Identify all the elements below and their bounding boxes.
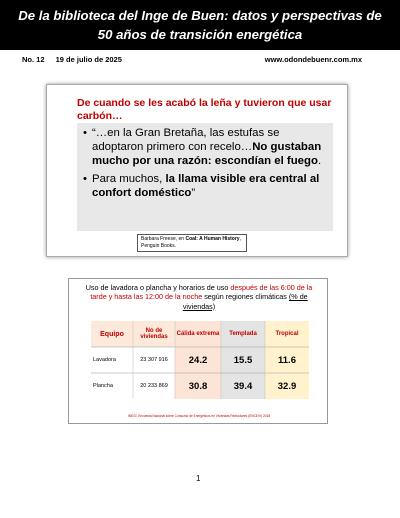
title-red: después de las 6:00 de la tarde y hasta las 12:00 de la noche — [90, 283, 313, 302]
cell-tropical-lavadora: 11.6 — [265, 347, 309, 373]
issue-meta — [22, 55, 131, 64]
newsletter-header — [0, 0, 400, 50]
column-header-equipo: Equipo — [91, 321, 133, 347]
column-header-tropical: Tropical — [265, 321, 309, 347]
header-title-line1: De la biblioteca del Inge de Buen: datos y perspectivas de — [18, 8, 382, 23]
bullet1-end: . — [317, 155, 322, 168]
quote-slide-title: De cuando se les acabó la leña y tuvieron que usar carbón… — [77, 97, 332, 122]
column-header-calida: Cálida extrema — [175, 321, 221, 347]
cell-templada-lavadora: 15.5 — [221, 347, 265, 373]
cell-calida-plancha: 30.8 — [175, 373, 221, 399]
issue-date: 19 de julio de 2025 — [55, 55, 122, 64]
usage-table-slide — [68, 278, 328, 424]
quote-slide — [46, 84, 348, 257]
cell-viviendas-lavadora: 23 307 916 — [140, 357, 168, 363]
title-part2: según regiones climáticas — [202, 292, 289, 302]
quote-bullet-1 — [83, 126, 327, 169]
citation-book: Coal: A Human History — [185, 236, 240, 242]
website-link[interactable]: www.odondebuenr.com.mx — [264, 55, 362, 64]
quote-box — [77, 123, 333, 231]
bullet1-text: “…en la Gran Bretaña, las estufas se adoptaron primero con recelo… — [92, 127, 280, 154]
issue-number: No. 12 — [22, 55, 45, 64]
title-unit: (% de viviendas) — [182, 292, 308, 311]
usage-table-title — [77, 283, 321, 311]
header-title-line2: 50 años de transición energética — [97, 27, 303, 42]
cell-templada-plancha: 39.4 — [221, 373, 265, 399]
cell-calida-lavadora: 24.2 — [175, 347, 221, 373]
page-number: 1 — [196, 474, 201, 483]
bullet2-end: ” — [191, 186, 196, 199]
quote-bullet-2 — [83, 172, 327, 200]
citation — [137, 234, 247, 252]
bullet2-bold: la llama visible era central al confort doméstico — [92, 172, 320, 199]
row-label-lavadora: Lavadora — [93, 357, 116, 363]
cell-tropical-plancha: 32.9 — [265, 373, 309, 399]
table-gridlines — [91, 321, 309, 399]
table-source: INEGI, Encuesta Nacional sobre Consumo de Energéticos en Viviendas Particulares (ENCEVI) 2018 — [127, 414, 271, 418]
title-part1: Uso de lavadora o plancha y horarios de uso — [85, 283, 231, 292]
cell-viviendas-plancha: 20 233 869 — [140, 383, 168, 389]
bullet2-text: Para muchos, — [92, 172, 166, 185]
column-header-viviendas: No de viviendas — [133, 321, 175, 347]
row-label-plancha: Plancha — [93, 383, 113, 389]
usage-table — [91, 321, 309, 399]
bullet1-bold: No gustaban mucho por una razón: escondían el fuego — [92, 141, 322, 168]
citation-prefix: Barbara Freese, en — [141, 236, 186, 242]
column-header-templada: Templada — [221, 321, 265, 347]
citation-suffix: , Penguin Books. — [141, 236, 241, 249]
